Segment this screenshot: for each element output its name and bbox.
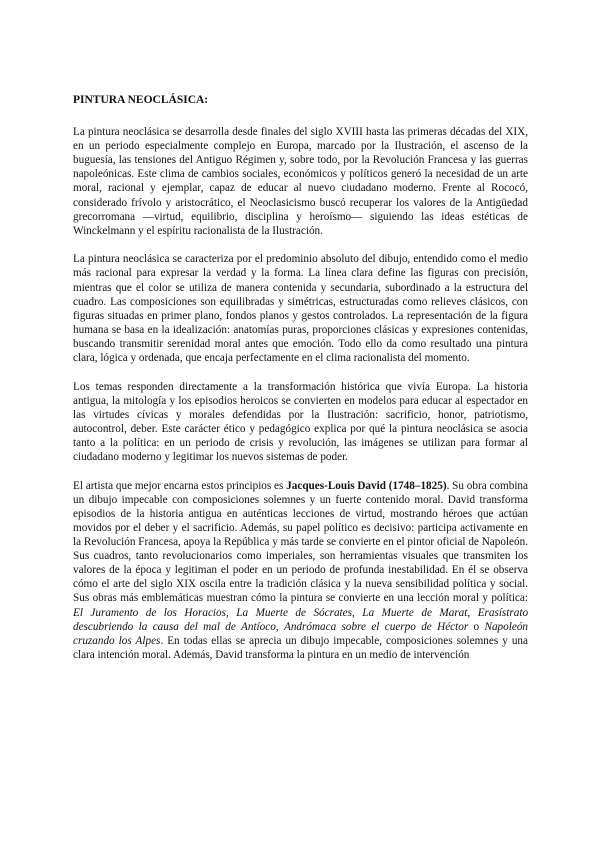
separator: o [468, 620, 485, 633]
paragraph-david [73, 479, 528, 662]
david-closing-text: . En todas ellas se aprecia un dibujo impecable, composiciones solemnes y una clara intención moral. Además, David transforma la pintura en un medio de intervención [73, 634, 528, 661]
david-body-text: . Su obra combina un dibujo impecable con composiciones solemnes y un fuerte contenido moral. David transforma episodios de la historia antigua en auténticas lecciones de virtud, mostrando héroes que actúan movidos por el deber y el sacrificio. Además, su papel político es decisivo: participa activamente en la Revolución Francesa, apoya la República y más tarde se convierte en el pintor oficial de Napoleón. Sus cuadros, tanto revolucionarios como imperiales, son herramientas visuales que transmiten los valores de la época y legitiman el poder en un periodo de profunda inestabilidad. En él se observa cómo el arte del siglo XIX oscila entre la tradición clásica y la nueva sensibilidad política y social. Sus obras más emblemáticas muestran cómo la pintura se convierte en una lección moral y política: [73, 479, 528, 605]
paragraph-themes: Los temas responden directamente a la transformación histórica que vivía Europa. La historia antigua, la mitología y los episodios heroicos se convierten en modelos para educar al espectador en las virtudes cívicas y morales defendidas por la Ilustración: sacrificio, honor, patriotismo, autocontrol, deber. Este carácter ético y pedagógico explica por qué la pintura neoclásica se asocia tanto a la política: en un periodo de crisis y revolución, las imágenes se utilizan para formar al ciudadano moderno y legitimar los nuevos sistemas de poder. [73, 380, 528, 464]
work-title: Andrómaca sobre el cuerpo de Héctor [283, 620, 469, 633]
work-title: Napoleón cruzando los Alpes [73, 620, 529, 647]
separator: , [351, 606, 363, 619]
paragraph-context: La pintura neoclásica se desarrolla desde finales del siglo XVIII hasta las primeras décadas del XIX, en un periodo especialmente complejo en Europa, marcado por la Ilustración, el ascenso de la buguesía, las tensiones del Antiguo Régimen y, sobre todo, por la Revolución Francesa y las guerras napoleónicas. Este clima de cambios sociales, económicos y políticos generó la necesidad de un arte moral, racional y ejemplar, capaz de educar al nuevo ciudadano moderno. Frente al Rococó, considerado frívolo y aristocrático, el Neoclasicismo buscó recuperar los valores de la Antigüedad grecorromana —virtud, equilibrio, disciplina y heroísmo— siguiendo las ideas estéticas de Winckelmann y el espíritu racionalista de la Ilustración. [73, 126, 528, 237]
artist-name: Jacques-Louis David (1748–1825) [286, 479, 447, 492]
work-title: La Muerte de Marat [362, 606, 468, 619]
david-intro-text: El artista que mejor encarna estos principios es [73, 479, 287, 492]
separator: , [275, 620, 284, 633]
separator: , [467, 606, 478, 619]
work-title: El Juramento de los Horacios [73, 606, 226, 619]
document-title: PINTURA NEOCLÁSICA: [73, 94, 209, 106]
paragraph-characteristics: La pintura neoclásica se caracteriza por el predominio absoluto del dibujo, entendido como el medio más racional para expresar la verdad y la forma. La línea clara define las figuras con precisión, mientras que el color se utiliza de manera contenida y secundaria, subordinado a la estructura del cuadro. Las composiciones son equilibradas y simétricas, estructuradas como relieves clásicos, con figuras situadas en primer plano, fondos planos y gestos controlados. La representación de la figura humana se basa en la idealización: anatomías puras, proporciones clásicas y expresiones contenidas, buscando transmitir serenidad moral antes que emoción. Todo ello da como resultado una pintura clara, lógica y ordenada, que encaja perfectamente en el clima racionalista del momento. [73, 253, 528, 364]
separator: , [226, 606, 237, 619]
document-page [73, 93, 528, 676]
work-title: Erasístrato descubriendo la causa del mal de Antíoco [73, 606, 529, 633]
work-title: La Muerte de Sócrates [236, 606, 352, 619]
